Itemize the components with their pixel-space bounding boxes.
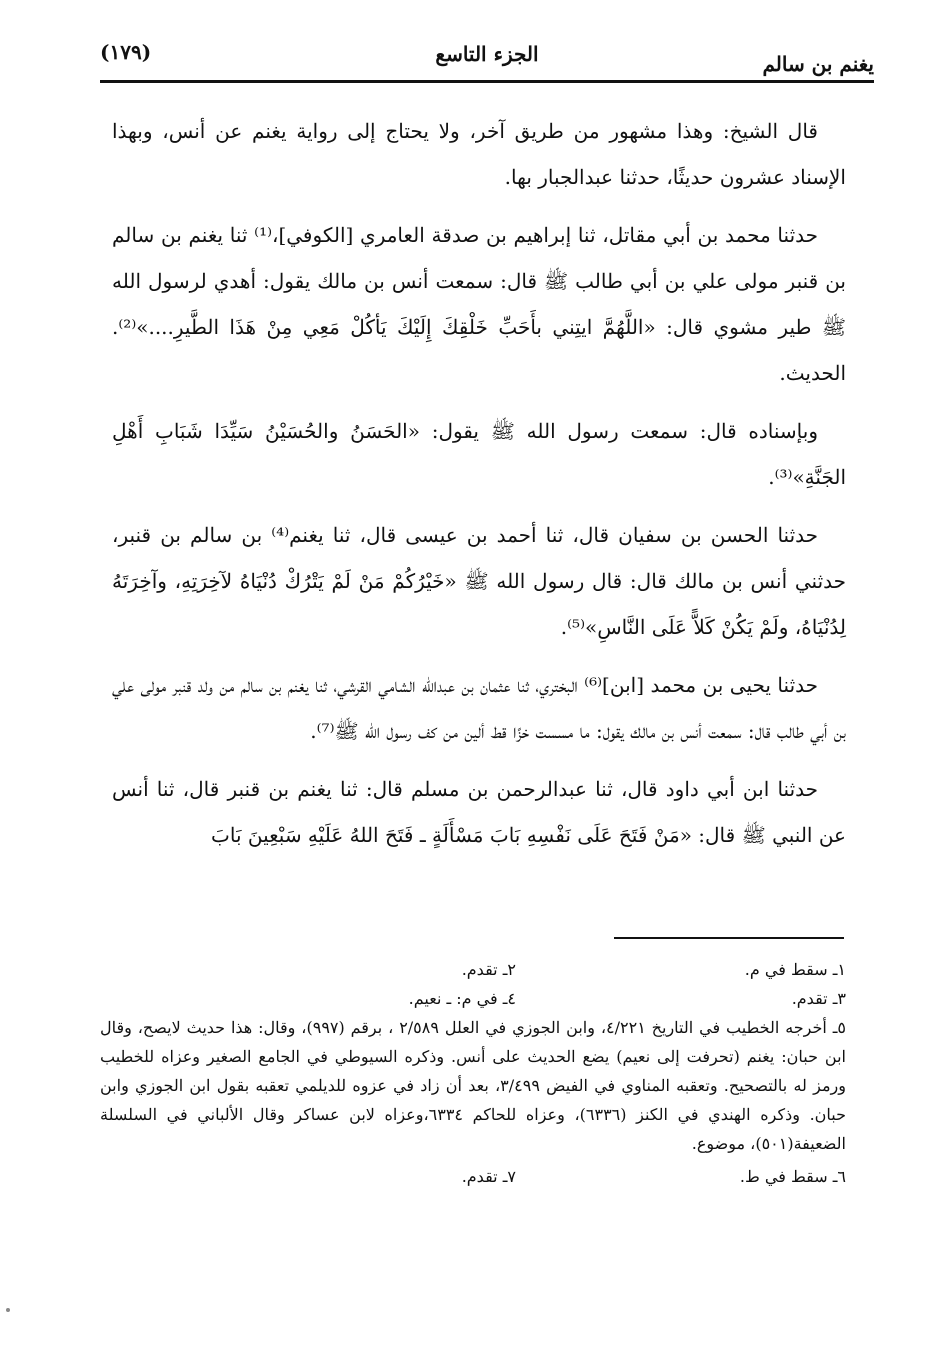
footnote-row bbox=[100, 984, 846, 1013]
footnote-3: ٣ـ تقدم. bbox=[791, 989, 846, 1008]
page-header bbox=[100, 30, 874, 80]
footnote-2: ٢ـ تقدم. bbox=[461, 960, 516, 979]
footnote-row bbox=[100, 1162, 846, 1191]
footnote-row bbox=[100, 955, 846, 984]
paragraph-2: حدثنا محمد بن أبي مقاتل، ثنا إبراهيم بن صدقة العامري [الكوفي]،⁽¹⁾ ثنا يغنم بن سالم بن قنبر مولى علي بن أبي طالب ﷺ قال: سمعت أنس بن مالك يقول: أهدي لرسول الله ﷺ طير مشوي قال: «اللَّهُمَّ ايتِني بأَحَبِّ خَلْقِكَ إِلَيْكَ يَأكُلْ مَعِي مِنْ هَذَا الطَّيرِ....»⁽²⁾. الحديث. bbox=[112, 223, 846, 385]
footnote-rule bbox=[614, 937, 844, 939]
footnote-5: ٥ـ أخرجه الخطيب في التاريخ ٤/٢٢١، وابن الجوزي في العلل ٢/٥٨٩ ، برقم (٩٩٧)، وقال: هذا حديث لايصح، وقال ابن حبان: يغنم (تحرفت إلى نعيم) يضع الحديث على أنس. وذكره السيوطي في الجامع الصغير وعزاه للخطيب ورمز له بالتصحيح. وتعقبه المناوي في الفيض ٣/٤٩٩، بعد أن زاد في عزوه للديلمي تعقبه بقول ابن الجوزي وابن حبان. وذكره الهندي في الكنز (٦٣٣٦)، وعزاه للحاكم ٦٣٣٤،وعزاه لابن عساكر وقال الألباني في السلسلة الضعيفة(٥٠١)، موضوع. bbox=[100, 1018, 847, 1153]
scan-speck bbox=[6, 1308, 10, 1312]
paragraph-1: قال الشيخ: وهذا مشهور من طريق آخر، ولا يحتاج إلى رواية يغنم عن أنس، وبهذا الإسناد عشرون حديثًا، حدثنا عبدالجبار بها. bbox=[112, 119, 846, 189]
part-title: الجزء التاسع bbox=[435, 42, 539, 66]
main-text bbox=[112, 108, 846, 870]
header-rule bbox=[100, 80, 874, 83]
paragraph-5: حدثنا يحيى بن محمد [ابن]⁽⁶⁾ البختري، ثنا عثمان بن عبدالله الشامي القرشي، ثنا يغنم بن سالم من ولد قنبر مولى علي بن أبي طالب قال: سمعت أنس بن مالك يقول: ما مسست خزًا قط ألين من كف رسول الله ﷺ⁽⁷⁾. bbox=[112, 673, 846, 743]
footnote-6: ٦ـ سقط في ط. bbox=[739, 1167, 846, 1186]
paragraph-6: حدثنا ابن أبي داود قال، ثنا عبدالرحمن بن مسلم قال: ثنا يغنم بن قنبر قال، ثنا أنس عن النبي ﷺ قال: «مَنْ فَتَحَ عَلَى نَفْسِهِ بَابَ مَسْأَلَةٍ ـ فَتَحَ اللهُ عَلَيْهِ سَبْعِينَ بَابَ bbox=[112, 777, 846, 847]
page-number: (١٧٩) bbox=[100, 40, 152, 64]
paragraph-4: حدثنا الحسن بن سفيان قال، ثنا أحمد بن عيسى قال، ثنا يغنم⁽⁴⁾ بن سالم بن قنبر، حدثني أنس بن مالك قال: قال رسول الله ﷺ «خَيْرُكُمْ مَنْ لَمْ يَتْرُكْ دُنْيَاهُ لآخِرَتِهِ، وآخِرَتَهُ لِدُنْيَاهُ، ولَمْ يَكُنْ كَلاًّ عَلَى النَّاسِ»⁽⁵⁾. bbox=[112, 523, 846, 639]
footnote-1: ١ـ سقط في م. bbox=[744, 960, 846, 979]
paragraph-3: وبإسناده قال: سمعت رسول الله ﷺ يقول: «الحَسَنُ والحُسَيْنُ سَيِّدَا شَبَابِ أَهْلِ الجَنَّةِ»⁽³⁾. bbox=[112, 419, 846, 489]
footnote-7: ٧ـ تقدم. bbox=[461, 1167, 516, 1186]
footnote-4: ٤ـ في م: ـ نعيم. bbox=[408, 989, 516, 1008]
footnotes bbox=[100, 955, 846, 1191]
running-title: يغنم بن سالم bbox=[762, 52, 874, 76]
